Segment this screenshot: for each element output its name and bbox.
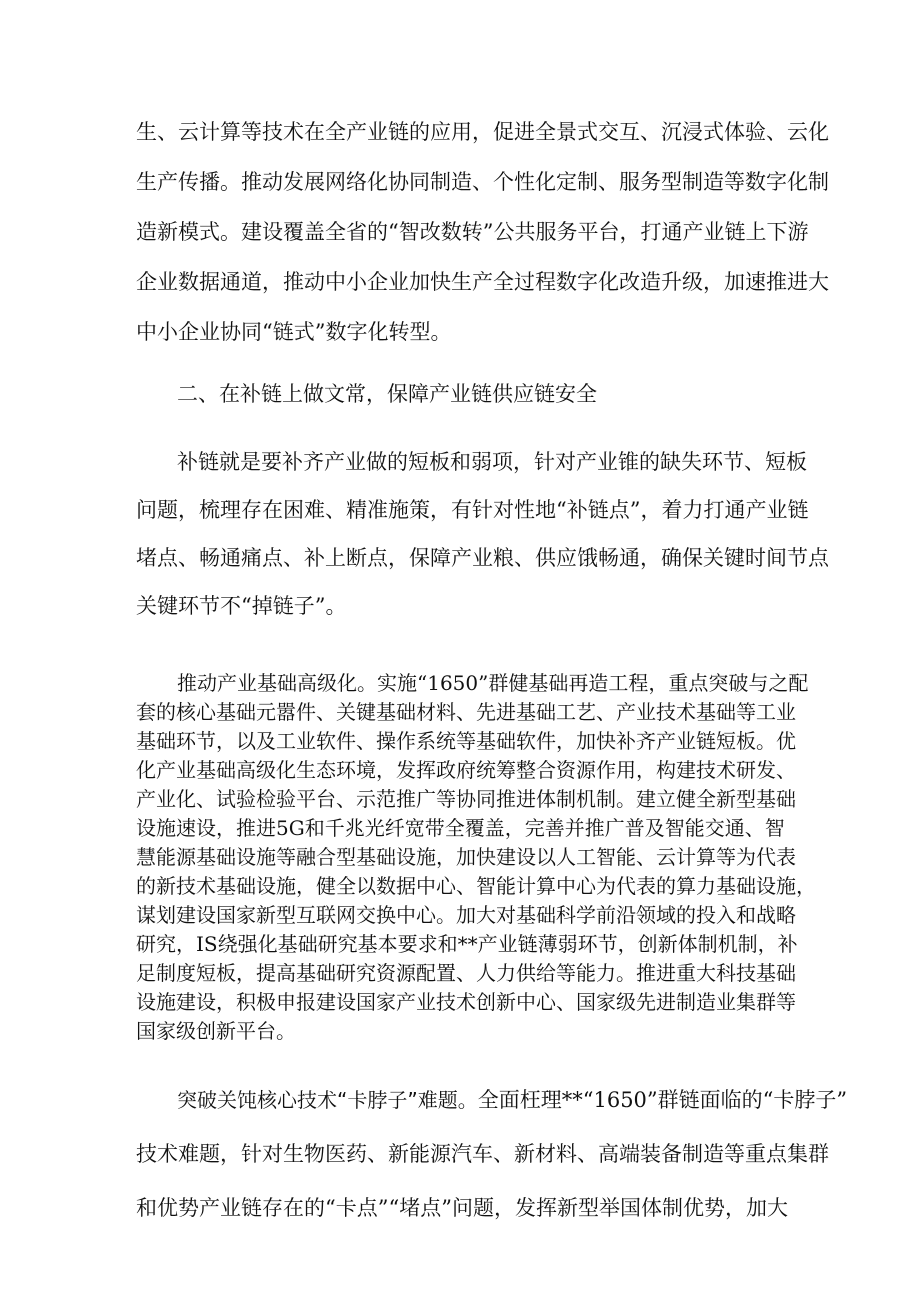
text-line: 关键环节不“掉链子”。 — [136, 594, 347, 618]
text-line: 造新模式。建设覆盖全省的“智改数转”公共服务平台，打通产业链上下游 — [136, 220, 809, 244]
text-line: 技术难题，针对生物医药、新能源汽车、新材料、高端装备制造等重点集群 — [136, 1142, 829, 1166]
text-line: 国家级创新平台。 — [136, 1019, 296, 1043]
text-line: 堵点、畅通痛点、补上断点，保障产业粮、供应饿畅通，确保关键时间节点 — [136, 546, 829, 570]
paragraph-lead: 推动产业基础高级化。 — [177, 671, 377, 695]
text-line: 基础环节，以及工业软件、操作系统等基础软件，加快补齐产业链短板。优 — [136, 729, 796, 753]
text-line: 化产业基础高级化生态环境，发挥政府统筹整合资源作用，构建技术研发、 — [136, 758, 796, 782]
text-line: 研究，IS绕强化基础研究基本要求和**产业链薄弱环节，创新体制机制，补 — [136, 932, 798, 956]
text-line — [177, 670, 808, 696]
text-line: 慧能源基础设施等融合型基础设施，加快建设以人工智能、云计算等为代表 — [136, 845, 796, 869]
text-line: 设施速设，推进5G和千兆光纤宽带全覆盖，完善并推广普及智能交通、智 — [136, 816, 785, 840]
text-line: 谋划建设国家新型互联网交换中心。加大对基础科学前沿领域的投入和战略 — [136, 903, 796, 927]
text-line: 中小企业协同“链式”数字化转型。 — [136, 320, 452, 344]
text-line: 足制度短板，提高基础研究资源配置、人力供给等能力。推进重大科技基础 — [136, 961, 796, 985]
text-run: 全面枉理**“1650”群链面临的“卡脖子” — [477, 1088, 848, 1112]
text-line: 生、云计算等技术在全产业链的应用，促进全景式交互、沉浸式体验、云化 — [136, 120, 829, 144]
text-line: 生产传播。推动发展网络化协同制造、个性化定制、服务型制造等数字化制 — [136, 170, 829, 194]
text-line: 和优势产业链存在的“卡点”“堵点”问题，发挥新型举国体制优势，加大 — [136, 1196, 788, 1220]
text-line: 问题，梳理存在困难、精准施策，有针对性地“补链点”，着力打通产业链 — [136, 498, 809, 522]
text-line: 产业化、试验检验平台、示范推广等协同推进体制机制。建立健全新型基础 — [136, 787, 796, 811]
text-line: 套的核心基础元嚣件、关键基础材料、先进基础工艺、产业技术基础等工业 — [136, 700, 796, 724]
text-run: 实施“1650”群健基础再造工程，重点突破与之配 — [377, 671, 809, 695]
text-line: 的新技术基础设施，健全以数据中心、智能计算中心为代表的算力基础设施， — [136, 874, 816, 898]
text-line: 设施建设，积极申报建设国家产业技术创新中心、国家级先进制造业集群等 — [136, 990, 796, 1014]
text-line: 企业数据通道，推动中小企业加快生产全过程数字化改造升级，加速推进大 — [136, 270, 829, 294]
text-line: 补链就是要补齐产业做的短板和弱项，针对产业锥的缺失环节、短板 — [177, 450, 807, 474]
text-line — [177, 1086, 847, 1114]
paragraph-lead: 突破关饨核心技术“卡脖子”难题。 — [177, 1088, 478, 1112]
section-heading: 二、在补链上做文常，保障产业链供应链安全 — [177, 382, 597, 406]
